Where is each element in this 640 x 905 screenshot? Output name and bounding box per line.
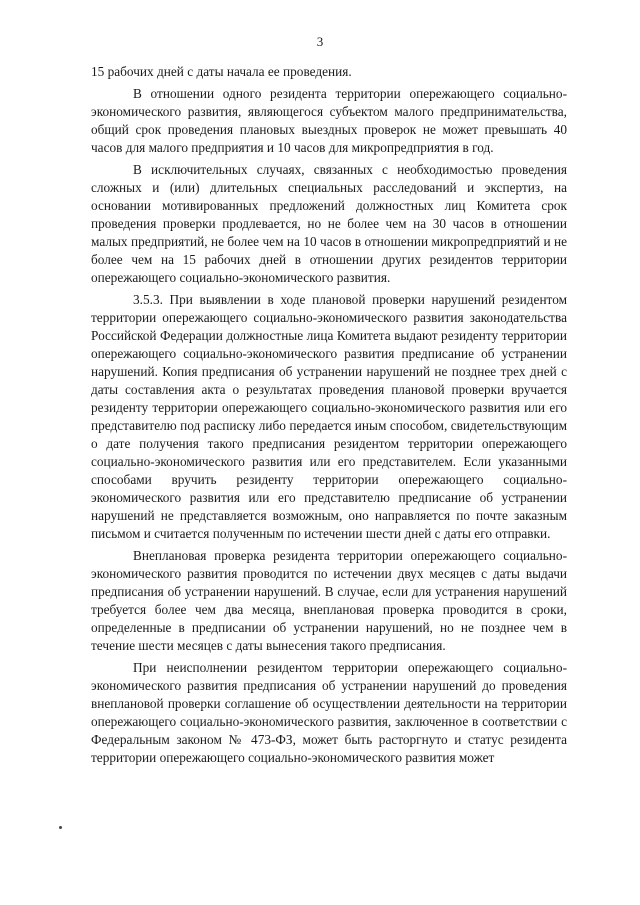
- paragraph: 3.5.3. При выявлении в ходе плановой проверки нарушений резидентом территории опережающего социально-экономического развития законодательства Российской Федерации должностные лица Комитета выдают резиденту территории опережающего социально-экономического развития предписание об устранении нарушений. Копия предписания об устранении нарушений не позднее трех дней с даты составления акта о результатах проведения плановой проверки вручается резиденту территории опережающего социально-экономического развития или его представителю под расписку либо передается иным способом, свидетельствующим о дате получения такого предписания резидентом территории опережающего социально-экономического развития или его представителем. Если указанными способами вручить резиденту территории опережающего социально-экономического развития или его представителю предписание об устранении нарушений не представляется возможным, оно направляется по почте заказным письмом и считается полученным по истечении шести дней с даты его отправки.: [91, 292, 567, 541]
- paragraph-continuation: 15 рабочих дней с даты начала ее проведения.: [91, 64, 352, 79]
- page-number: 3: [316, 34, 324, 49]
- paragraph-continues-next-page: При неисполнении резидентом территории опережающего социально-экономического развития предписания об устранении нарушений до проведения внеплановой проверки соглашение об осуществлении деятельности на территории опережающего социально-экономического развития, заключенное в соответствии с Федеральным законом № 473-ФЗ, может быть расторгнуто и статус резидента территории опережающего социально-экономического развития может: [91, 660, 567, 765]
- scan-speck: [59, 826, 62, 829]
- paragraph: В исключительных случаях, связанных с необходимостью проведения сложных и (или) длительных специальных расследований и экспертиз, на основании мотивированных предложений должностных лиц Комитета срок проведения проверки продлевается, но не более чем на 30 часов в отношении малых предприятий, не более чем на 10 часов в отношении микропредприятий и не более чем на 15 рабочих дней в отношении других резидентов территории опережающего социально-экономического развития.: [91, 162, 567, 285]
- paragraph: Внеплановая проверка резидента территории опережающего социально-экономического развития проводится по истечении двух месяцев с даты выдачи предписания об устранении нарушений. В случае, если для устранения нарушений требуется более чем два месяца, внеплановая проверка проводится в сроки, определенные в предписании об устранении нарушений, но не позднее чем в течение шести месяцев с даты вынесения такого предписания.: [91, 548, 567, 653]
- paragraph: В отношении одного резидента территории опережающего социально-экономического развития, являющегося субъектом малого предпринимательства, общий срок проведения плановых выездных проверок не может превышать 40 часов для малого предприятия и 10 часов для микропредприятия в год.: [91, 86, 567, 155]
- document-body: [91, 63, 567, 771]
